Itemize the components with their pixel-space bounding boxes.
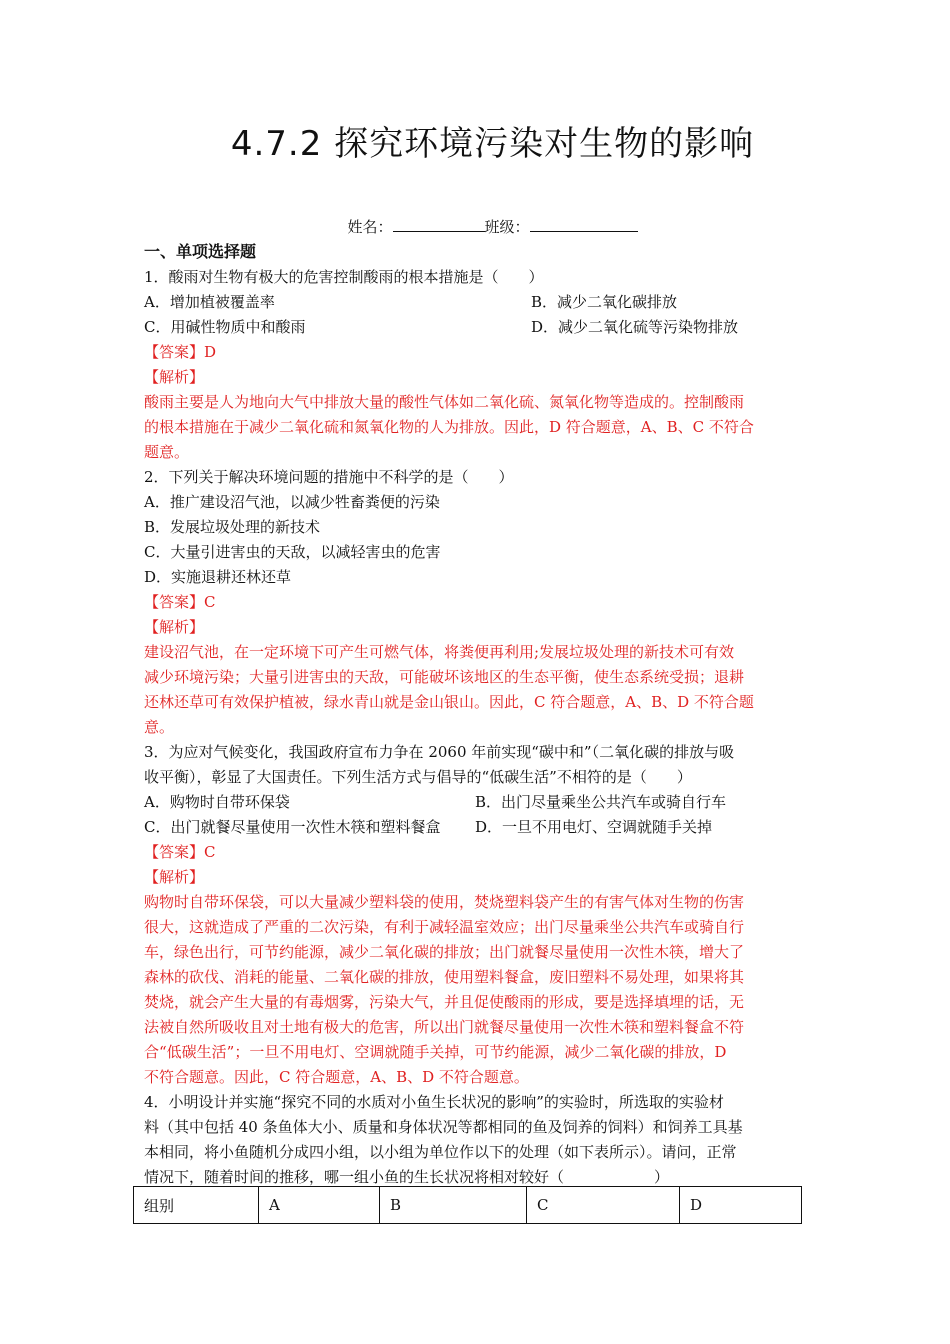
name-label: 姓名： xyxy=(347,218,393,236)
question-3-answer xyxy=(144,840,216,864)
answer-tag: 【答案】 xyxy=(144,343,205,361)
page-title: 4.7.2 探究环境污染对生物的影响 xyxy=(230,124,755,164)
question-3-option-a: A．购物时自带环保袋 xyxy=(144,793,290,811)
question-1-analysis-tag: 【解析】 xyxy=(144,368,205,386)
class-blank xyxy=(530,217,638,232)
question-1-analysis-line: 题意。 xyxy=(144,443,190,461)
question-2-analysis-line: 还林还草可有效保护植被，绿水青山就是金山银山。因此，C 符合题意，A、B、D 不符合题 xyxy=(144,693,754,711)
question-2-analysis-line: 减少环境污染；大量引进害虫的天敌，可能破坏该地区的生态平衡，使生态系统受损；退耕 xyxy=(144,668,745,686)
table-cell: A xyxy=(259,1187,380,1224)
question-2-analysis-line: 建设沼气池，在一定环境下可产生可燃气体，将粪便再利用;发展垃圾处理的新技术可有效 xyxy=(144,643,735,661)
student-info xyxy=(0,216,950,237)
question-1-option-d: D．减少二氧化硫等污染物排放 xyxy=(531,318,739,336)
question-3-analysis-line: 很大，这就造成了严重的二次污染，有利于减轻温室效应；出门尽量乘坐公共汽车或骑自行 xyxy=(144,918,745,936)
name-blank xyxy=(393,217,485,232)
question-3-analysis-line: 法被自然所吸收且对土地有极大的危害，所以出门就餐尽量使用一次性木筷和塑料餐盒不符 xyxy=(144,1018,745,1036)
question-3-analysis-line: 合“低碳生活”；一旦不用电灯、空调就随手关掉，可节约能源，减少二氧化碳的排放，D xyxy=(144,1043,727,1061)
question-3-analysis-line: 焚烧，就会产生大量的有毒烟雾，污染大气，并且促使酸雨的形成，要是选择填埋的话，无 xyxy=(144,993,745,1011)
answer-value: D xyxy=(204,343,217,361)
answer-tag: 【答案】 xyxy=(144,593,205,611)
question-2-analysis-tag: 【解析】 xyxy=(144,618,205,636)
question-3-analysis-line: 购物时自带环保袋，可以大量减少塑料袋的使用，焚烧塑料袋产生的有害气体对生物的伤害 xyxy=(144,893,745,911)
table-row xyxy=(134,1187,802,1224)
question-2-option-b: B．发展垃圾处理的新技术 xyxy=(144,518,321,536)
question-2-stem: 2．下列关于解决环境问题的措施中不科学的是（ ） xyxy=(144,468,514,486)
question-1-option-b: B．减少二氧化碳排放 xyxy=(531,293,678,311)
question-4-stem: 4．小明设计并实施“探究不同的水质对小鱼生长状况的影响”的实验时，所选取的实验材 xyxy=(144,1093,724,1111)
question-1-option-a: A．增加植被覆盖率 xyxy=(144,293,275,311)
question-1-analysis-line: 的根本措施在于减少二氧化硫和氮氧化物的人为排放。因此，D 符合题意，A、B、C 不符合 xyxy=(144,418,754,436)
question-3-option-d: D．一旦不用电灯、空调就随手关掉 xyxy=(475,818,713,836)
question-2-answer xyxy=(144,590,216,614)
question-3-option-c: C．出门就餐尽量使用一次性木筷和塑料餐盒 xyxy=(144,818,441,836)
question-4-stem: 情况下，随着时间的推移，哪一组小鱼的生长状况将相对较好（ ） xyxy=(144,1168,670,1186)
question-2-option-c: C．大量引进害虫的天敌，以减轻害虫的危害 xyxy=(144,543,441,561)
question-1-stem: 1．酸雨对生物有极大的危害控制酸雨的根本措施是（ ） xyxy=(144,268,544,286)
table-cell: B xyxy=(380,1187,527,1224)
question-1-option-c: C．用碱性物质中和酸雨 xyxy=(144,318,306,336)
section-heading: 一、单项选择题 xyxy=(144,242,257,261)
question-3-analysis-line: 车，绿色出行，可节约能源，减少二氧化碳的排放；出门就餐尽量使用一次性木筷，增大了 xyxy=(144,943,745,961)
question-1-answer xyxy=(144,340,216,364)
question-3-stem: 3．为应对气候变化，我国政府宣布力争在 2060 年前实现“碳中和”（二氧化碳的排放与吸 xyxy=(144,743,735,761)
question-3-stem: 收平衡），彰显了大国责任。下列生活方式与倡导的“低碳生活”不相符的是（ ） xyxy=(144,768,692,786)
table-cell: D xyxy=(680,1187,802,1224)
question-3-analysis-line: 森林的砍伐、消耗的能量、二氧化碳的排放，使用塑料餐盒，废旧塑料不易处理，如果将其 xyxy=(144,968,745,986)
answer-value: C xyxy=(204,843,216,861)
question-2-option-a: A．推广建设沼气池，以减少牲畜粪便的污染 xyxy=(144,493,440,511)
table-cell: 组别 xyxy=(134,1187,259,1224)
question-3-option-b: B．出门尽量乘坐公共汽车或骑自行车 xyxy=(475,793,727,811)
table-cell: C xyxy=(527,1187,680,1224)
question-4-stem: 本相同，将小鱼随机分成四小组，以小组为单位作以下的处理（如下表所示）。请问，正常 xyxy=(144,1143,737,1161)
group-table xyxy=(133,1186,802,1224)
class-label: 班级： xyxy=(484,218,530,236)
answer-value: C xyxy=(204,593,216,611)
question-1-analysis-line: 酸雨主要是人为地向大气中排放大量的酸性气体如二氧化硫、氮氧化物等造成的。控制酸雨 xyxy=(144,393,745,411)
question-2-analysis-line: 意。 xyxy=(144,718,175,736)
answer-tag: 【答案】 xyxy=(144,843,205,861)
question-2-option-d: D．实施退耕还林还草 xyxy=(144,568,292,586)
question-3-analysis-tag: 【解析】 xyxy=(144,868,205,886)
question-4-stem: 料（其中包括 40 条鱼体大小、质量和身体状况等都相同的鱼及饲养的饲料）和饲养工具基 xyxy=(144,1118,743,1136)
question-3-analysis-line: 不符合题意。因此，C 符合题意，A、B、D 不符合题意。 xyxy=(144,1068,529,1086)
